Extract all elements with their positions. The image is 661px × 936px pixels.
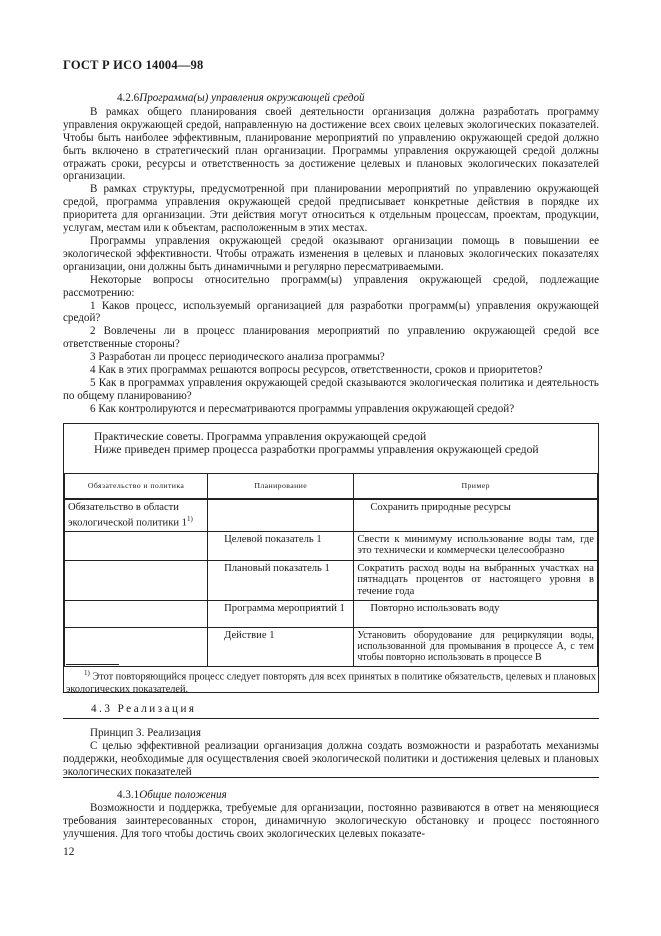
section-title: Общие положения [139, 789, 227, 801]
footnote-text: Этот повторяющийся процесс следует повторять для всех принятых в политике обязательств, целевых и плановых экологических показателей. [66, 671, 596, 695]
section-number: 4.3.1 [117, 789, 140, 801]
table-cell [208, 499, 354, 531]
column-header: Планирование [208, 474, 354, 500]
question-item: 2 Вовлечены ли в процесс планирования мероприятий по управлению окружающей средой все ответственные стороны? [63, 325, 599, 351]
table-cell [65, 600, 208, 627]
column-header: Обязательство и политика [65, 474, 208, 500]
advice-title-line: Практические советы. Программа управления окружающей средой [94, 430, 427, 443]
table-cell: Целевой показатель 1 [208, 531, 354, 560]
paragraph: Программы управления окружающей средой оказывают организации помощь в повышении ее экологической эффективности. Чтобы отражать изменения в целевых и плановых экологических показателях организации, они должны быть динамичными и регулярно пересматриваемыми. [63, 234, 599, 273]
section-4-3-heading: 4.3 Реализация [91, 703, 197, 715]
paragraph: Некоторые вопросы относительно программ(ы) управления окружающей средой, подлежащие рассмотрению: [63, 273, 599, 299]
program-example-table [64, 473, 598, 667]
advice-subtitle-line: Ниже приведен пример процесса разработки программы управления окружающей средой [94, 443, 539, 456]
table-header-row [65, 474, 598, 500]
question-item: 3 Разработан ли процесс периодического анализа программы? [90, 351, 385, 364]
cell-text: Обязательство в области экологической политики 1 [68, 502, 187, 529]
table-cell [65, 499, 208, 531]
section-title: Программа(ы) управления окружающей средой [139, 92, 365, 104]
table-cell [65, 560, 208, 600]
section-number: 4.2.6 [117, 92, 140, 104]
table-cell: Повторно использовать воду [354, 600, 598, 627]
table-cell: Плановый показатель 1 [208, 560, 354, 600]
section-4-2-6 [63, 92, 599, 416]
principle-title: Принцип 3. Реализация [90, 727, 201, 739]
table-row [65, 499, 598, 531]
table-cell: Действие 1 [208, 627, 354, 666]
table-cell: Установить оборудование для рециркуляции воды, использованной для промывания в процессе А, с тем чтобы повторно использовать в процессе В [354, 627, 598, 666]
principle-box [63, 718, 599, 778]
question-item: 1 Каков процесс, используемый организацией для разработки программ(ы) управления окружающей средой? [63, 299, 599, 325]
advice-title [94, 430, 599, 456]
table-cell: Программа мероприятий 1 [208, 600, 354, 627]
table-row [65, 627, 598, 666]
footnote-mark: 1) [84, 669, 90, 677]
table-row [65, 531, 598, 560]
paragraph: В рамках общего планирования своей деятельности организация должна разработать программу управления окружающей средой, направленную на достижение всех своих целевых экологических показателей. Чтобы быть наиболее эффективным, планирование мероприятий по управлению окружающей средой должно быть включено в стратегический план организации. Программы управления окружающей средой должны отражать сроки, ресурсы и ответственность за достижение целевых и плановых экологических показателей организации. [63, 105, 599, 183]
footnote-ref: 1) [186, 514, 193, 523]
question-item: 5 Как в программах управления окружающей средой сказываются экологическая политика и деятельность по общему планированию? [63, 376, 599, 402]
question-item: 6 Как контролируются и пересматриваются программы управления окружающей средой? [90, 402, 515, 415]
footnote-divider [66, 664, 119, 665]
section-heading [63, 789, 599, 802]
table-cell [65, 531, 208, 560]
document-header: ГОСТ Р ИСО 14004—98 [63, 58, 204, 72]
table-cell: Свести к минимуму использование воды там, где это технически и коммерчески целесообразно [354, 531, 598, 560]
practical-advice-box [63, 423, 599, 693]
table-cell [65, 627, 208, 666]
column-header: Пример [354, 474, 598, 500]
paragraph: В рамках структуры, предусмотренной при планировании мероприятий по управлению окружающей средой, программа управления окружающей средой предписывает конкретные действия в порядке их приоритета для организации. Эти действия могут относиться к отдельным процессам, проектам, продукции, услугам, местам или к объектам, расположенным в этих местах. [63, 183, 599, 235]
footnote [66, 667, 596, 696]
table-cell: Сократить расход воды на выбранных участках на пятнадцать процентов от настоящего уровня в течение года [354, 560, 598, 600]
principle-text: С целью эффективной реализации организация должна создать возможности и разработать механизмы поддержки, необходимые для осуществления своей экологической политики и достижения целевых и плановых экологических показателей [63, 739, 599, 778]
page-number: 12 [63, 846, 75, 858]
section-4-3-1 [63, 789, 599, 841]
section-heading [63, 92, 599, 105]
table-row [65, 600, 598, 627]
table-row [65, 560, 598, 600]
paragraph: Возможности и поддержка, требуемые для организации, постоянно развиваются в ответ на меняющиеся требования заинтересованных сторон, динамичную экологическую обстановку и процесс постоянного улучшения. Для того чтобы достичь своих экологических целевых показате- [63, 801, 599, 840]
question-item: 4 Как в этих программах решаются вопросы ресурсов, ответственности, сроков и приоритетов? [90, 364, 543, 377]
table-cell: Сохранить природные ресурсы [354, 499, 598, 531]
